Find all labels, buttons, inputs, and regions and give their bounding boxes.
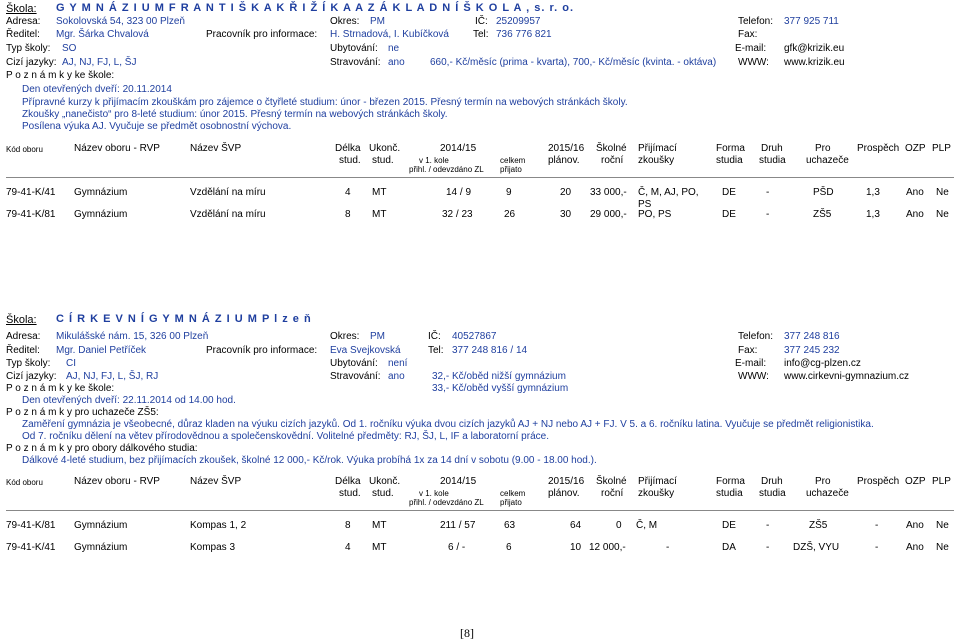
header-round1: v 1. kole bbox=[419, 489, 449, 498]
cell-applied: 211 / 57 bbox=[440, 520, 476, 531]
langs: AJ, NJ, FJ, L, ŠJ bbox=[62, 57, 137, 68]
cell-accepted: 26 bbox=[504, 209, 516, 220]
www-link[interactable]: www.cirkevni-gymnazium.cz bbox=[784, 371, 910, 382]
fax: 377 245 232 bbox=[784, 345, 840, 356]
cell-success: 1,3 bbox=[866, 209, 880, 220]
school-label: Škola: bbox=[6, 314, 37, 326]
page-number: [8] bbox=[460, 626, 474, 640]
header-exams: Přijímací bbox=[638, 143, 677, 154]
cell-svp: Vzdělání na míru bbox=[190, 209, 266, 220]
meals-label: Stravování: bbox=[330, 371, 381, 382]
cell-field: Gymnázium bbox=[74, 187, 128, 198]
director: Mgr. Daniel Petříček bbox=[56, 345, 147, 356]
cell-for: PŠD bbox=[813, 187, 834, 198]
cell-for: ZŠ5 bbox=[813, 209, 832, 220]
header-planned: plánov. bbox=[548, 155, 580, 166]
cell-planned: 10 bbox=[570, 542, 582, 553]
header-len: Délka bbox=[335, 143, 361, 154]
header-kind: Druh bbox=[761, 143, 783, 154]
director-label: Ředitel: bbox=[6, 345, 40, 356]
contact: Eva Svejkovská bbox=[330, 345, 401, 356]
header-end: Ukonč. bbox=[369, 476, 401, 487]
type: SO bbox=[62, 43, 77, 54]
note-line: Den otevřených dveří: 20.11.2014 bbox=[22, 84, 172, 95]
cell-form: DE bbox=[722, 187, 736, 198]
header-exams2: zkoušky bbox=[638, 488, 675, 499]
cell-ozp: Ano bbox=[906, 520, 924, 531]
fax-label: Fax: bbox=[738, 345, 758, 356]
header-ozp: OZP bbox=[905, 476, 926, 487]
dorm-label: Ubytování: bbox=[330, 43, 378, 54]
header-end: Ukonč. bbox=[369, 143, 401, 154]
notes-label: P o z n á m k y ke škole: bbox=[6, 70, 115, 81]
cell-for: DZŠ, VYU bbox=[793, 542, 840, 553]
contact-label: Pracovník pro informace: bbox=[206, 29, 318, 40]
header-round1: v 1. kole bbox=[419, 156, 449, 165]
address: Mikulášské nám. 15, 326 00 Plzeň bbox=[56, 331, 209, 342]
cell-tuition: 0 bbox=[616, 520, 622, 531]
header-len2: stud. bbox=[339, 488, 361, 499]
meals-label: Stravování: bbox=[330, 57, 381, 68]
header-success: Prospěch bbox=[857, 143, 900, 154]
cell-field: Gymnázium bbox=[74, 520, 128, 531]
cell-len: 8 bbox=[345, 520, 351, 531]
header-kind: Druh bbox=[761, 476, 783, 487]
cell-for: ZŠ5 bbox=[809, 520, 828, 531]
cell-exams: - bbox=[666, 542, 670, 553]
header-form2: studia bbox=[716, 488, 743, 499]
cell-form: DE bbox=[722, 520, 736, 531]
cell-code: 79-41-K/81 bbox=[6, 520, 56, 531]
district: PM bbox=[370, 331, 385, 342]
header-planned: plánov. bbox=[548, 488, 580, 499]
header-for: Pro bbox=[815, 476, 831, 487]
www-label: WWW: bbox=[738, 57, 769, 68]
header-field: Název oboru - RVP bbox=[74, 476, 160, 487]
cell-end: MT bbox=[372, 209, 387, 220]
header-form2: studia bbox=[716, 155, 743, 166]
meals: ano bbox=[388, 371, 405, 382]
header-len: Délka bbox=[335, 476, 361, 487]
contact-label: Pracovník pro informace: bbox=[206, 345, 318, 356]
district-label: Okres: bbox=[330, 331, 360, 342]
header-ozp: OZP bbox=[905, 143, 926, 154]
www-label: WWW: bbox=[738, 371, 769, 382]
header-tuition2: roční bbox=[601, 155, 624, 166]
header-kind2: studia bbox=[759, 155, 786, 166]
school-name: G Y M N Á Z I U M F R A N T I Š K A K Ř I Ž Í K A A Z Á K L A D N Í Š K O L A , s. r. o. bbox=[56, 2, 575, 14]
note-line: Zaměření gymnázia je všeobecné, důraz kladen na výuku cizích jazyků. Od 1. ročníku výuka dvou cizích jazyků AJ + NJ nebo AJ + FJ. V 5. a 6. ročníku latina. Vyučuje se předmět religionistika. bbox=[22, 419, 874, 430]
tel-label: Tel: bbox=[428, 345, 444, 356]
header-code: Kód oboru bbox=[6, 145, 43, 154]
phone: 377 925 711 bbox=[784, 16, 839, 27]
director: Mgr. Šárka Chvalová bbox=[56, 29, 149, 40]
cell-success: 1,3 bbox=[866, 187, 880, 198]
header-exams: Přijímací bbox=[638, 476, 677, 487]
ico-label: IČ: bbox=[428, 331, 441, 342]
ico: 40527867 bbox=[452, 331, 497, 342]
langs: AJ, NJ, FJ, L, ŠJ, RJ bbox=[66, 371, 159, 382]
tel: 377 248 816 / 14 bbox=[452, 345, 528, 356]
cell-len: 4 bbox=[345, 542, 351, 553]
cell-tuition: 29 000,- bbox=[590, 209, 627, 220]
header-exams2: zkoušky bbox=[638, 155, 675, 166]
phone-label: Telefon: bbox=[738, 331, 774, 342]
fax-label: Fax: bbox=[738, 29, 758, 40]
meals-price: 660,- Kč/měsíc (prima - kvarta), 700,- Kč/měsíc (kvinta. - oktáva) bbox=[430, 57, 717, 68]
tel-label: Tel: bbox=[473, 29, 489, 40]
tel: 736 776 821 bbox=[496, 29, 552, 40]
cell-plp: Ne bbox=[936, 542, 949, 553]
cell-end: MT bbox=[372, 542, 387, 553]
header-tuition: Školné bbox=[596, 476, 627, 487]
cell-kind: - bbox=[766, 520, 770, 531]
cell-planned: 64 bbox=[570, 520, 582, 531]
header-applied: přihl. / odevzdáno ZL bbox=[409, 165, 484, 174]
email-link[interactable]: info@cg-plzen.cz bbox=[784, 358, 861, 369]
district-label: Okres: bbox=[330, 16, 360, 27]
note-line: Přípravné kurzy k přijímacím zkouškám pro zájemce o čtyřleté studium: únor - březen 2015. Přesný termín na webových stránkách školy. bbox=[22, 97, 628, 108]
divider bbox=[6, 510, 954, 511]
cell-ozp: Ano bbox=[906, 187, 924, 198]
header-tuition: Školné bbox=[596, 143, 627, 154]
header-accepted: přijato bbox=[500, 165, 522, 174]
note-line: Dálkové 4-leté studium, bez přijímacích zkoušek, školné 12 000,- Kč/rok. Výuka probíhá 1x za 14 dní v sobotu (9.00 - 18.00 hod.). bbox=[22, 455, 597, 466]
cell-len: 8 bbox=[345, 209, 351, 220]
address-label: Adresa: bbox=[6, 16, 41, 27]
cell-tuition: 33 000,- bbox=[590, 187, 627, 198]
cell-code: 79-41-K/41 bbox=[6, 187, 56, 198]
cell-tuition: 12 000,- bbox=[589, 542, 626, 553]
header-total: celkem bbox=[500, 156, 526, 165]
header-plp: PLP bbox=[932, 476, 951, 487]
notes-label: P o z n á m k y ke škole: bbox=[6, 383, 115, 394]
phone: 377 248 816 bbox=[784, 331, 840, 342]
cell-applied: 14 / 9 bbox=[446, 187, 472, 198]
header-accepted: přijato bbox=[500, 498, 522, 507]
school-label: Škola: bbox=[6, 3, 37, 15]
note-line: Od 7. ročníku dělení na větev přírodovědnou a společenskovědní. Volitelné předměty: RJ, ŠJ, L, IF a laboratorní práce. bbox=[22, 431, 549, 442]
header-plp: PLP bbox=[932, 143, 951, 154]
header-svp: Název ŠVP bbox=[190, 143, 242, 154]
phone-label: Telefon: bbox=[738, 16, 774, 27]
cell-kind: - bbox=[766, 542, 770, 553]
cell-form: DA bbox=[722, 542, 736, 553]
header-code: Kód oboru bbox=[6, 478, 43, 487]
header-len2: stud. bbox=[339, 155, 361, 166]
cell-code: 79-41-K/81 bbox=[6, 209, 56, 220]
header-for2: uchazeče bbox=[806, 155, 849, 166]
cell-svp: Kompas 3 bbox=[190, 542, 236, 553]
type-label: Typ školy: bbox=[6, 358, 51, 369]
header-for: Pro bbox=[815, 143, 831, 154]
header-form: Forma bbox=[716, 143, 745, 154]
header-y1415: 2014/15 bbox=[440, 476, 477, 487]
email-label: E-mail: bbox=[735, 358, 767, 369]
note-line: Zkoušky „nanečisto“ pro 8-leté studium: únor 2015. Přesný termín na webových stránkách školy. bbox=[22, 109, 448, 120]
cell-applied: 6 / - bbox=[448, 542, 466, 553]
dorm: není bbox=[388, 358, 408, 369]
cell-exams-cont: PS bbox=[638, 199, 652, 210]
cell-success: - bbox=[875, 542, 879, 553]
header-svp: Název ŠVP bbox=[190, 476, 242, 487]
address-label: Adresa: bbox=[6, 331, 41, 342]
cell-applied: 32 / 23 bbox=[442, 209, 473, 220]
cell-planned: 20 bbox=[560, 187, 572, 198]
notes-distance-label: P o z n á m k y pro obory dálkového studia: bbox=[6, 443, 198, 454]
dorm: ne bbox=[388, 43, 400, 54]
cell-plp: Ne bbox=[936, 520, 949, 531]
header-y1415: 2014/15 bbox=[440, 143, 477, 154]
cell-svp: Vzdělání na míru bbox=[190, 187, 266, 198]
header-y1516: 2015/16 bbox=[548, 476, 585, 487]
cell-end: MT bbox=[372, 520, 387, 531]
email-link[interactable]: gfk@krizik.eu bbox=[784, 43, 845, 54]
header-y1516: 2015/16 bbox=[548, 143, 585, 154]
cell-exams: PO, PS bbox=[638, 209, 672, 220]
cell-len: 4 bbox=[345, 187, 351, 198]
header-form: Forma bbox=[716, 476, 745, 487]
cell-ozp: Ano bbox=[906, 542, 924, 553]
school-name: C Í R K E V N Í G Y M N Á Z I U M P l z e ň bbox=[56, 313, 312, 325]
header-field: Název oboru - RVP bbox=[74, 143, 160, 154]
cell-plp: Ne bbox=[936, 209, 949, 220]
cell-kind: - bbox=[766, 187, 770, 198]
header-for2: uchazeče bbox=[806, 488, 849, 499]
cell-ozp: Ano bbox=[906, 209, 924, 220]
ico-label: IČ: bbox=[475, 16, 488, 27]
cell-exams: Č, M, AJ, PO, bbox=[638, 187, 699, 198]
dorm-label: Ubytování: bbox=[330, 358, 378, 369]
contact: H. Strnadová, I. Kubíčková bbox=[330, 29, 449, 40]
cell-svp: Kompas 1, 2 bbox=[190, 520, 247, 531]
meals-price-2: 33,- Kč/oběd vyšší gymnázium bbox=[432, 383, 569, 394]
header-applied: přihl. / odevzdáno ZL bbox=[409, 498, 484, 507]
lang-label: Cizí jazyky: bbox=[6, 57, 57, 68]
cell-field: Gymnázium bbox=[74, 542, 128, 553]
cell-exams: Č, M bbox=[636, 520, 658, 531]
cell-field: Gymnázium bbox=[74, 209, 128, 220]
district: PM bbox=[370, 16, 385, 27]
open-day: Den otevřených dveří: 22.11.2014 od 14.00 hod. bbox=[22, 395, 236, 406]
cell-kind: - bbox=[766, 209, 770, 220]
header-end2: stud. bbox=[372, 488, 394, 499]
divider bbox=[6, 177, 954, 178]
type-label: Typ školy: bbox=[6, 43, 51, 54]
cell-success: - bbox=[875, 520, 879, 531]
cell-accepted: 9 bbox=[506, 187, 512, 198]
email-label: E-mail: bbox=[735, 43, 767, 54]
address: Sokolovská 54, 323 00 Plzeň bbox=[56, 16, 185, 27]
notes-applicants-label: P o z n á m k y pro uchazeče ZŠ5: bbox=[6, 407, 159, 418]
cell-code: 79-41-K/41 bbox=[6, 542, 56, 553]
cell-planned: 30 bbox=[560, 209, 572, 220]
lang-label: Cizí jazyky: bbox=[6, 371, 57, 382]
type: CI bbox=[66, 358, 76, 369]
www-link[interactable]: www.krizik.eu bbox=[784, 57, 845, 68]
header-end2: stud. bbox=[372, 155, 394, 166]
header-success: Prospěch bbox=[857, 476, 900, 487]
meals: ano bbox=[388, 57, 405, 68]
ico: 25209957 bbox=[496, 16, 541, 27]
cell-accepted: 6 bbox=[506, 542, 512, 553]
header-tuition2: roční bbox=[601, 488, 624, 499]
header-kind2: studia bbox=[759, 488, 786, 499]
meals-price: 32,- Kč/oběd nižší gymnázium bbox=[432, 371, 566, 382]
note-line: Posílena výuka AJ. Vyučuje se předmět osobnostní výchova. bbox=[22, 121, 292, 132]
cell-form: DE bbox=[722, 209, 736, 220]
director-label: Ředitel: bbox=[6, 29, 40, 40]
header-total: celkem bbox=[500, 489, 526, 498]
cell-plp: Ne bbox=[936, 187, 949, 198]
cell-end: MT bbox=[372, 187, 387, 198]
cell-accepted: 63 bbox=[504, 520, 516, 531]
